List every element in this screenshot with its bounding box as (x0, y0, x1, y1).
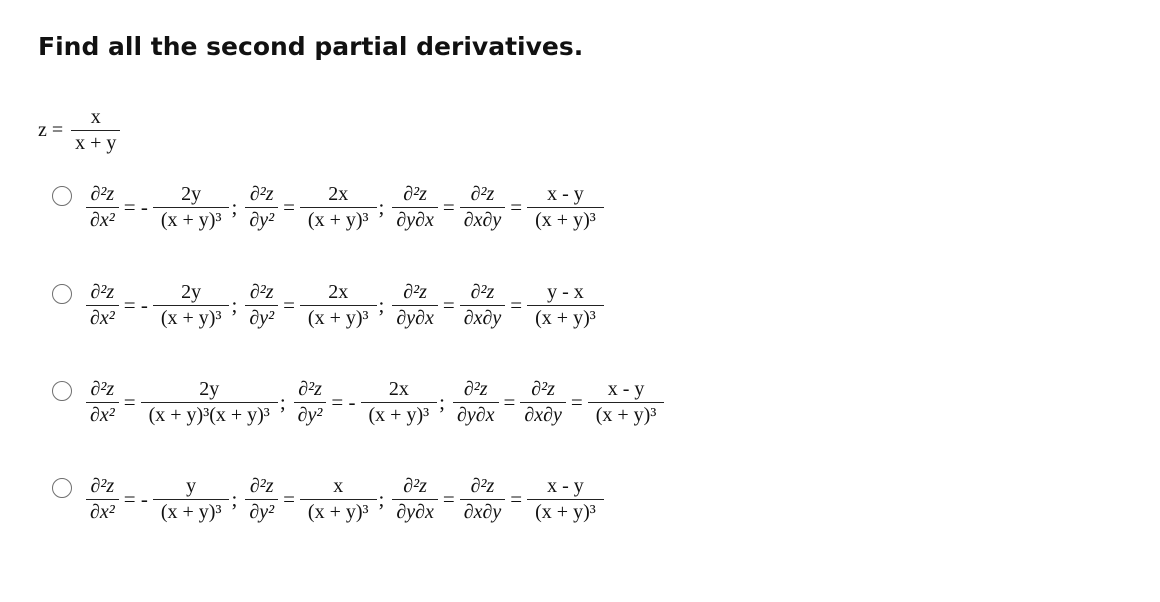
d2z-dxdy: $\frac{\text{∂²z}}{\partial x\partial y}$ (460, 281, 506, 330)
function-lhs: z = (38, 119, 64, 141)
radio-button[interactable] (52, 478, 72, 498)
equals-sign: = (442, 293, 455, 317)
equals-sign: = - (123, 487, 148, 511)
d2z-dy2: $\frac{\text{∂²z}}{\text{∂y²}}$ (294, 378, 327, 427)
semicolon: ; (231, 293, 238, 317)
d2z-dx2: $\frac{\text{∂²z}}{\text{∂x²}}$ (86, 378, 119, 427)
d2z-dx2: $\frac{\text{∂²z}}{\text{∂x²}}$ (86, 475, 119, 524)
equals-sign: = (503, 390, 516, 414)
equals-sign: = - (123, 293, 148, 317)
d2z-dxdy: $\frac{\text{∂²z}}{\partial x\partial y}$ (460, 183, 506, 232)
equals-sign: = - (331, 390, 356, 414)
d2z-dxdy: $\frac{\text{∂²z}}{\partial x\partial y}$ (460, 475, 506, 524)
answer-option-4[interactable] (52, 475, 604, 524)
d2z-dx2: $\frac{\text{∂²z}}{\text{∂x²}}$ (86, 281, 119, 330)
mixed-expression: $\frac{y - x}{\text{(x + y)³}}$ (527, 281, 604, 330)
d2z-dydx: $\frac{\text{∂²z}}{\partial y\partial x}$ (453, 378, 499, 427)
semicolon: ; (378, 487, 385, 511)
d2z-dy2: $\frac{\text{∂²z}}{\text{∂y²}}$ (245, 475, 278, 524)
d2z-dydx: $\frac{\text{∂²z}}{\partial y\partial x}$ (392, 281, 438, 330)
radio-button[interactable] (52, 381, 72, 401)
equals-sign: = (570, 390, 583, 414)
fraction-numerator: x (90, 106, 101, 128)
equals-sign: = (123, 390, 136, 414)
mixed-expression: $\frac{x - y}{\text{(x + y)³}}$ (588, 378, 665, 427)
equals-sign: = (283, 487, 295, 511)
answer-option-1[interactable] (52, 183, 604, 232)
equals-sign: = (283, 195, 295, 219)
zxx-expression: $\frac{2y}{\text{(x + y)³}}$ (153, 281, 230, 330)
zyy-expression: $\frac{x}{\text{(x + y)³}}$ (300, 475, 377, 524)
d2z-dy2: $\frac{\text{∂²z}}{\text{∂y²}}$ (245, 183, 278, 232)
function-fraction (71, 106, 120, 155)
d2z-dy2: $\frac{\text{∂²z}}{\text{∂y²}}$ (245, 281, 278, 330)
mixed-expression: $\frac{x - y}{\text{(x + y)³}}$ (527, 183, 604, 232)
zxx-expression: $\frac{2y}{\text{(x + y)³(x + y)³}}$ (141, 378, 278, 427)
semicolon: ; (231, 487, 238, 511)
given-function (38, 106, 120, 155)
equals-sign: = (510, 487, 523, 511)
zxx-expression: $\frac{y}{\text{(x + y)³}}$ (153, 475, 230, 524)
answer-option-3[interactable] (52, 378, 664, 427)
semicolon: ; (279, 390, 286, 414)
semicolon: ; (439, 390, 445, 414)
d2z-dxdy: $\frac{\text{∂²z}}{\partial x\partial y}$ (520, 378, 566, 427)
semicolon: ; (378, 195, 385, 219)
zyy-expression: $\frac{2x}{\text{(x + y)³}}$ (361, 378, 438, 427)
mixed-expression: $\frac{x - y}{\text{(x + y)³}}$ (527, 475, 604, 524)
fraction-denominator: x + y (75, 132, 117, 154)
zxx-expression: $\frac{2y}{\text{(x + y)³}}$ (153, 183, 230, 232)
equals-sign: = (442, 487, 455, 511)
equals-sign: = (510, 293, 523, 317)
equals-sign: = (442, 195, 455, 219)
zyy-expression: $\frac{2x}{\text{(x + y)³}}$ (300, 183, 377, 232)
d2z-dydx: $\frac{\text{∂²z}}{\partial y\partial x}$ (392, 183, 438, 232)
d2z-dydx: $\frac{\text{∂²z}}{\partial y\partial x}$ (392, 475, 438, 524)
semicolon: ; (231, 195, 238, 219)
d2z-dx2: $\frac{\text{∂²z}}{\text{∂x²}}$ (86, 183, 119, 232)
equals-sign: = - (123, 195, 148, 219)
answer-option-2[interactable] (52, 281, 604, 330)
equals-sign: = (283, 293, 295, 317)
equals-sign: = (510, 195, 523, 219)
semicolon: ; (378, 293, 385, 317)
question-title: Find all the second partial derivatives. (38, 32, 584, 61)
radio-button[interactable] (52, 186, 72, 206)
fraction-bar (71, 130, 120, 131)
radio-button[interactable] (52, 284, 72, 304)
zyy-expression: $\frac{2x}{\text{(x + y)³}}$ (300, 281, 377, 330)
